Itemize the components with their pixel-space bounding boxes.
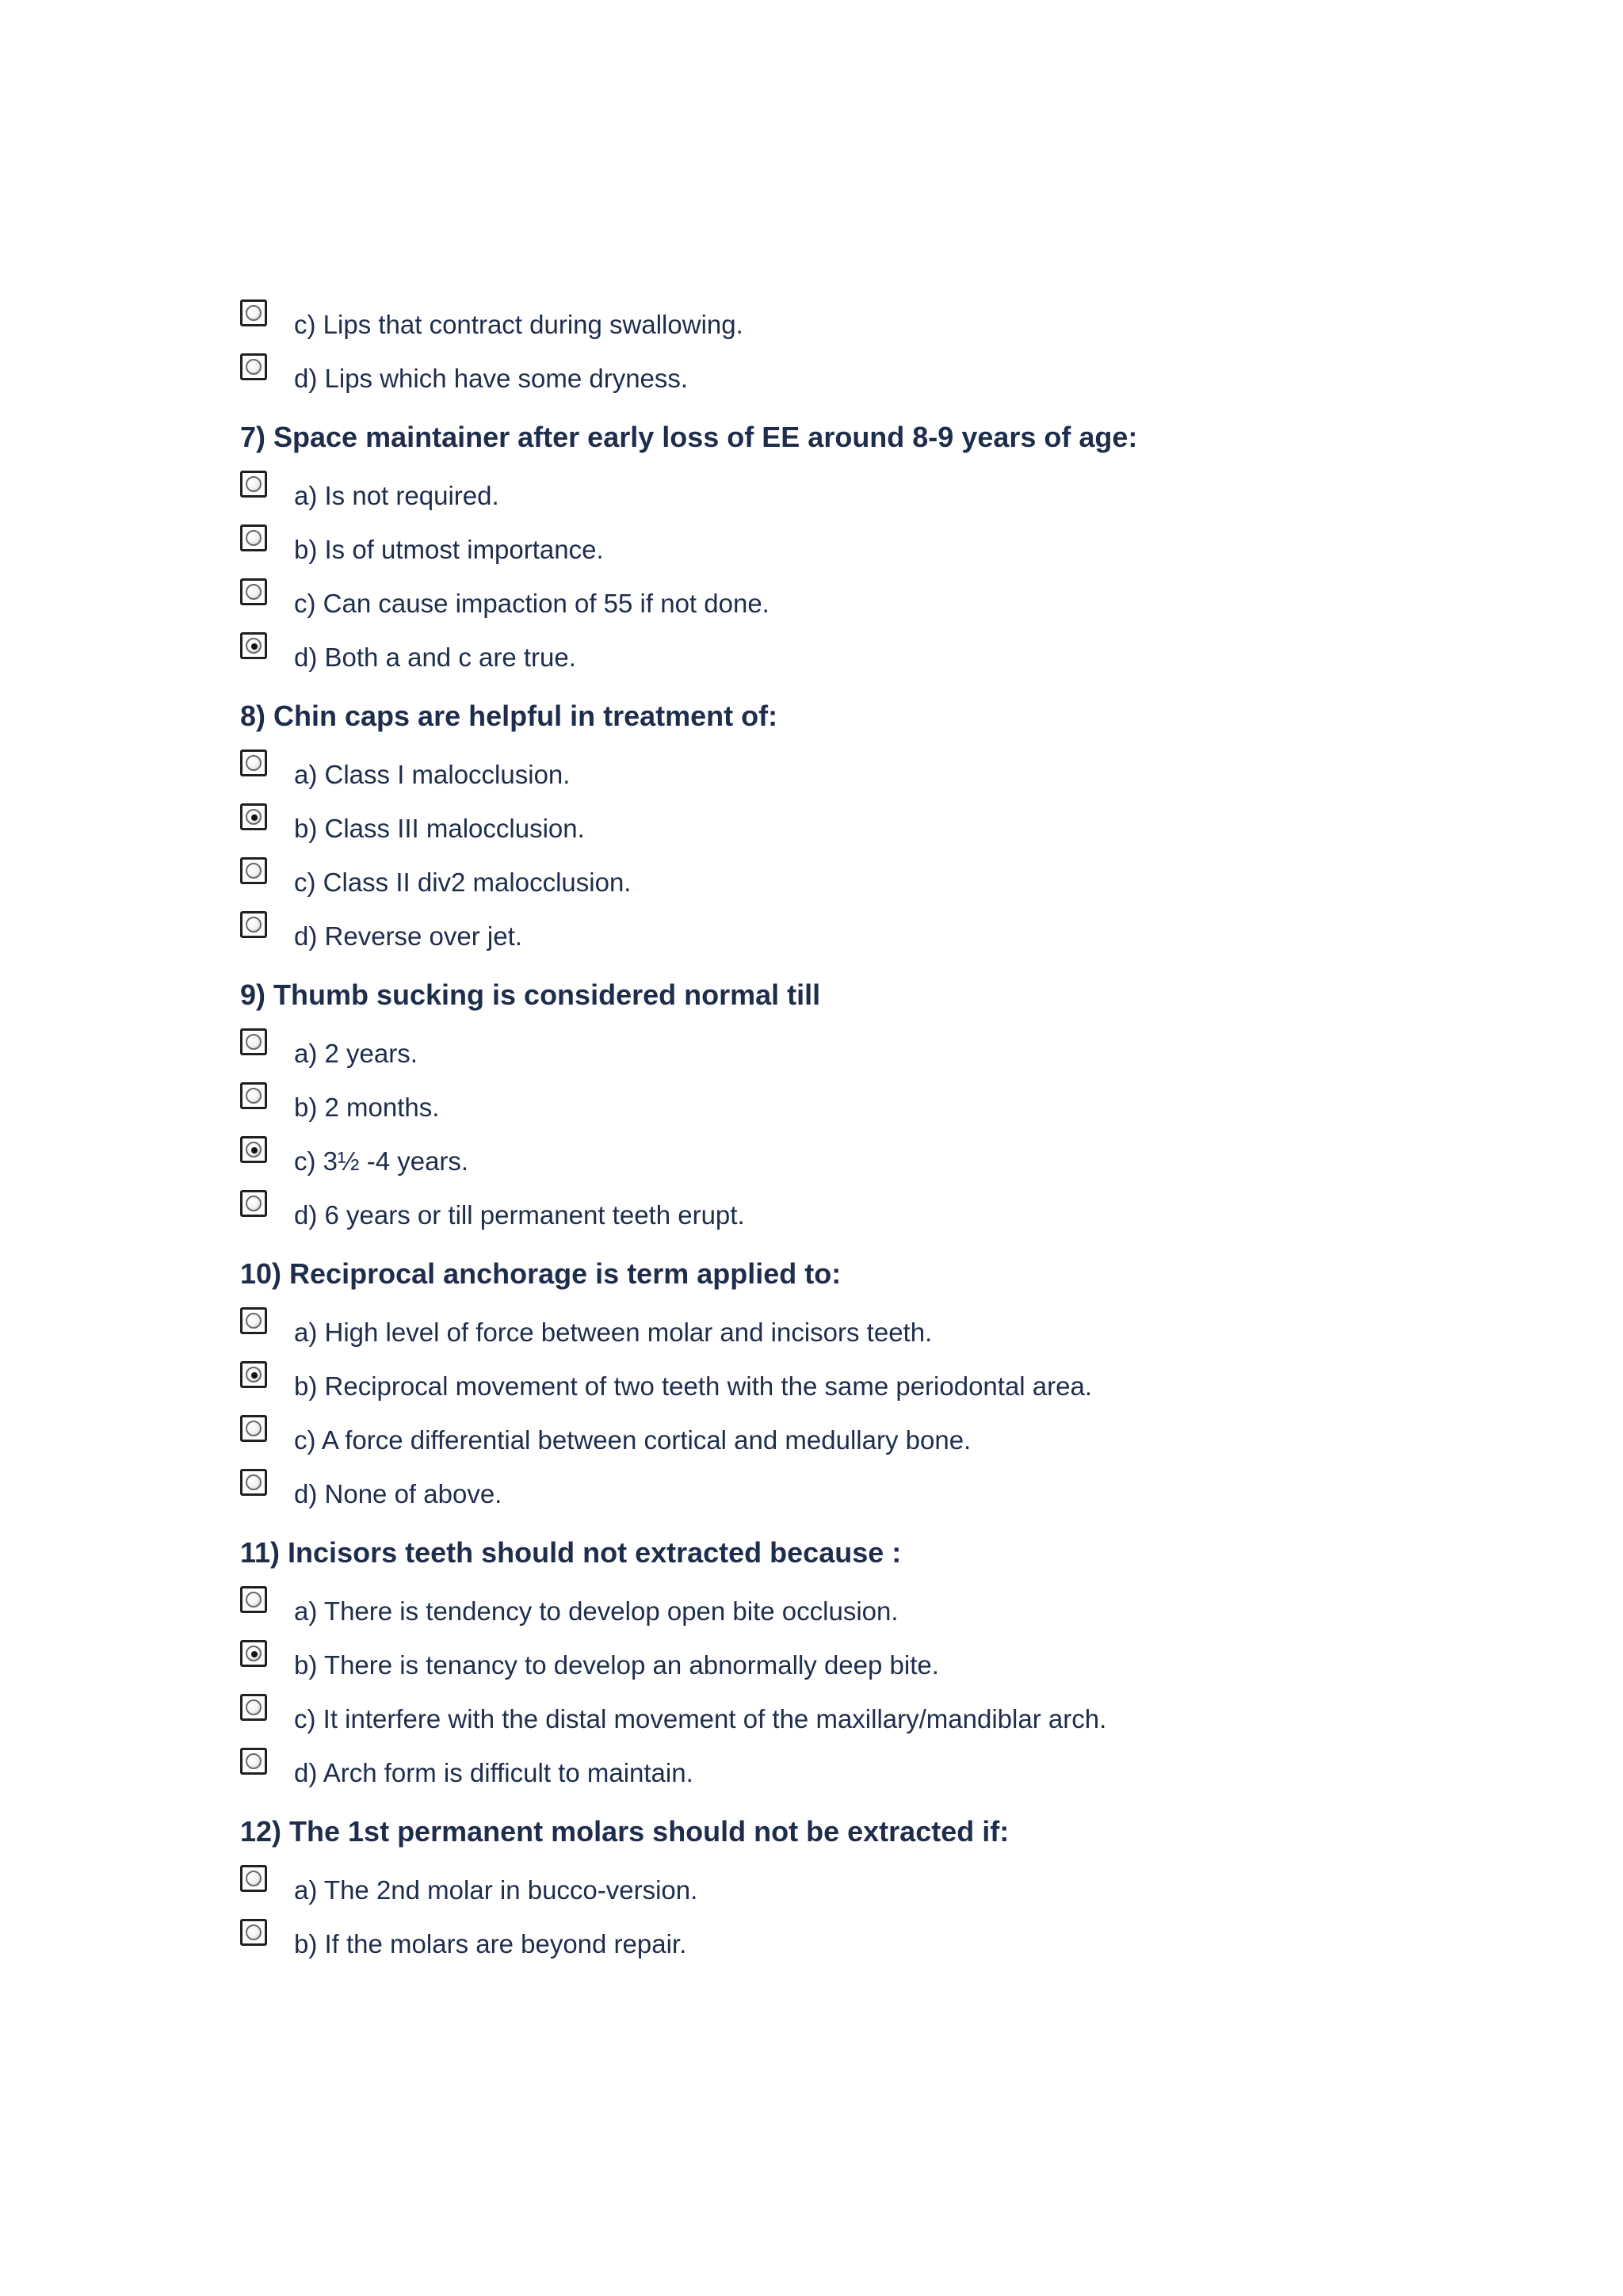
answer-option[interactable] [240, 1184, 1508, 1238]
answer-option-label: d) Arch form is difficult to maintain. [294, 1758, 693, 1787]
radio-unchecked-icon[interactable] [240, 1415, 267, 1442]
radio-unchecked-icon[interactable] [240, 299, 267, 326]
question-block [240, 976, 1508, 1238]
radio-unchecked-icon[interactable] [240, 1586, 267, 1613]
radio-checked-icon[interactable] [240, 632, 267, 659]
question-title: 12) The 1st permanent molars should not be extracted if: [240, 1815, 1010, 1848]
answer-option-label: d) 6 years or till permanent teeth erupt. [294, 1200, 745, 1230]
answer-option[interactable] [240, 851, 1508, 905]
answer-option[interactable] [240, 464, 1508, 518]
answer-option-label: c) A force differential between cortical and medullary bone. [294, 1425, 972, 1455]
answer-option-label: b) Reciprocal movement of two teeth with the same periodontal area. [294, 1371, 1093, 1401]
answer-option[interactable] [240, 1634, 1508, 1688]
radio-unchecked-icon[interactable] [240, 524, 267, 551]
question-block [240, 418, 1508, 680]
answer-option[interactable] [240, 743, 1508, 797]
radio-unchecked-icon[interactable] [240, 1748, 267, 1775]
radio-unchecked-icon[interactable] [240, 857, 267, 884]
radio-unchecked-icon[interactable] [240, 1028, 267, 1055]
answer-option[interactable] [240, 1580, 1508, 1634]
question-title: 9) Thumb sucking is considered normal till [240, 978, 821, 1011]
answer-option[interactable] [240, 1913, 1508, 1966]
question-block [240, 697, 1508, 959]
radio-checked-icon[interactable] [240, 803, 267, 830]
radio-unchecked-icon[interactable] [240, 1190, 267, 1217]
answer-option[interactable] [240, 1355, 1508, 1409]
answer-option[interactable] [240, 1859, 1508, 1913]
answer-option-label: a) The 2nd molar in bucco-version. [294, 1875, 698, 1905]
question-block [240, 1813, 1508, 1966]
answer-option-label: b) If the molars are beyond repair. [294, 1929, 687, 1958]
question-title: 8) Chin caps are helpful in treatment of: [240, 700, 778, 732]
answer-option[interactable] [240, 626, 1508, 680]
answer-option-label: b) 2 months. [294, 1093, 440, 1122]
quiz-content [240, 293, 1508, 1966]
answer-option-label: c) 3½ -4 years. [294, 1146, 469, 1176]
answer-option-label: d) None of above. [294, 1479, 502, 1508]
question-title: 7) Space maintainer after early loss of EE around 8-9 years of age: [240, 421, 1138, 453]
answer-option[interactable] [240, 797, 1508, 851]
answer-option-label: a) There is tendency to develop open bite occlusion. [294, 1596, 899, 1626]
answer-option-label: d) Reverse over jet. [294, 921, 522, 951]
radio-unchecked-icon[interactable] [240, 1919, 267, 1946]
radio-unchecked-icon[interactable] [240, 1469, 267, 1496]
answer-option-label: b) Is of utmost importance. [294, 535, 604, 564]
answer-option[interactable] [240, 1130, 1508, 1184]
radio-checked-icon[interactable] [240, 1640, 267, 1667]
question-continuation [240, 293, 1508, 401]
question-block [240, 1534, 1508, 1795]
radio-unchecked-icon[interactable] [240, 1865, 267, 1892]
answer-option[interactable] [240, 1076, 1508, 1130]
answer-option[interactable] [240, 1463, 1508, 1516]
answer-option[interactable] [240, 347, 1508, 401]
answer-option-label: c) Lips that contract during swallowing. [294, 310, 743, 339]
answer-option-label: a) High level of force between molar and incisors teeth. [294, 1318, 933, 1347]
answer-option[interactable] [240, 905, 1508, 959]
answer-option-label: d) Both a and c are true. [294, 643, 576, 672]
answer-option-label: c) Can cause impaction of 55 if not done. [294, 589, 769, 618]
answer-option-label: c) Class II div2 malocclusion. [294, 868, 632, 897]
answer-option[interactable] [240, 1409, 1508, 1463]
radio-unchecked-icon[interactable] [240, 911, 267, 938]
question-title: 10) Reciprocal anchorage is term applied to: [240, 1257, 842, 1290]
answer-option[interactable] [240, 1741, 1508, 1795]
answer-option-label: a) 2 years. [294, 1039, 418, 1068]
radio-unchecked-icon[interactable] [240, 353, 267, 380]
answer-option-label: c) It interfere with the distal movement of the maxillary/mandiblar arch. [294, 1704, 1107, 1733]
radio-unchecked-icon[interactable] [240, 1307, 267, 1334]
radio-unchecked-icon[interactable] [240, 1082, 267, 1109]
radio-checked-icon[interactable] [240, 1136, 267, 1163]
radio-unchecked-icon[interactable] [240, 1694, 267, 1721]
answer-option[interactable] [240, 1688, 1508, 1741]
answer-option[interactable] [240, 1022, 1508, 1076]
answer-option[interactable] [240, 518, 1508, 572]
radio-unchecked-icon[interactable] [240, 749, 267, 776]
radio-unchecked-icon[interactable] [240, 471, 267, 498]
answer-option-label: d) Lips which have some dryness. [294, 364, 689, 393]
answer-option-label: b) There is tenancy to develop an abnormally deep bite. [294, 1650, 939, 1680]
radio-checked-icon[interactable] [240, 1361, 267, 1388]
answer-option[interactable] [240, 293, 1508, 347]
answer-option[interactable] [240, 572, 1508, 626]
answer-option-label: a) Is not required. [294, 481, 499, 510]
question-block [240, 1255, 1508, 1516]
radio-unchecked-icon[interactable] [240, 578, 267, 605]
question-title: 11) Incisors teeth should not extracted because : [240, 1536, 902, 1569]
answer-option-label: b) Class III malocclusion. [294, 814, 585, 843]
answer-option[interactable] [240, 1301, 1508, 1355]
answer-option-label: a) Class I malocclusion. [294, 760, 571, 789]
